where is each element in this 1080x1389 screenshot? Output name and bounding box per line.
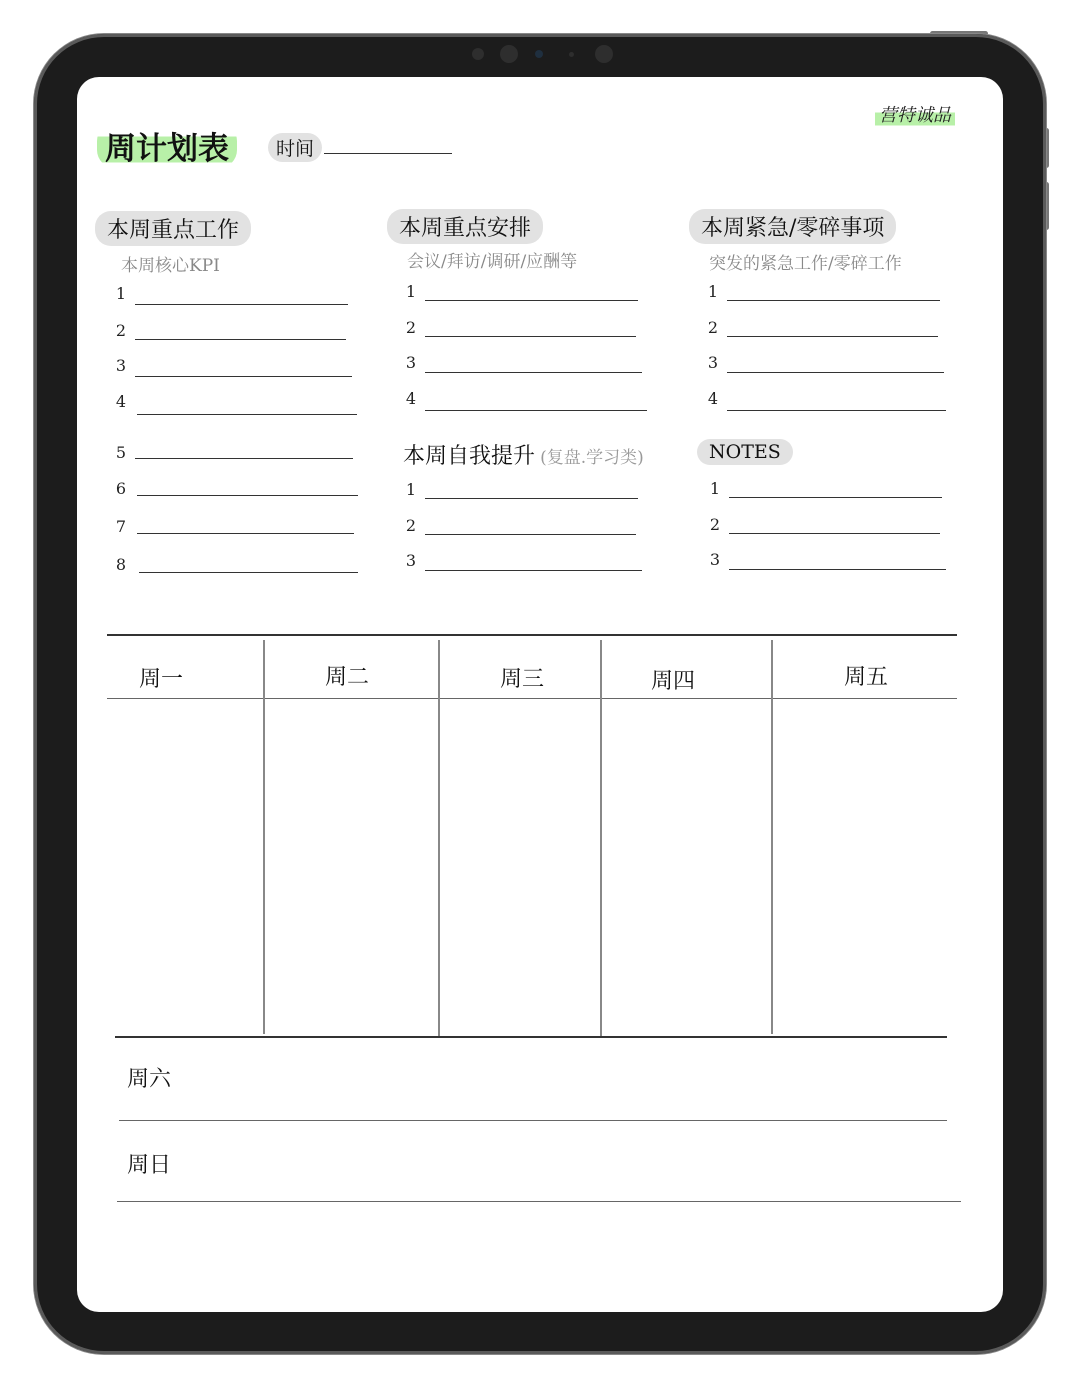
- sensor-icon: [472, 48, 484, 60]
- weekday-cell-fri[interactable]: [773, 700, 957, 1034]
- line-number: 1: [707, 282, 719, 301]
- write-line[interactable]: [425, 300, 638, 301]
- self-improvement-heading: [403, 439, 644, 470]
- line-number: 8: [115, 555, 127, 574]
- line-number: 1: [405, 480, 417, 499]
- write-line[interactable]: [137, 533, 354, 534]
- sensor-icon: [535, 50, 543, 58]
- write-line[interactable]: [425, 570, 642, 571]
- line-number: 5: [115, 443, 127, 462]
- key-arrangement-heading: 本周重点安排: [387, 209, 543, 244]
- line-number: 6: [115, 479, 127, 498]
- weekday-cell-thu[interactable]: [602, 700, 771, 1034]
- urgent-heading: 本周紧急/零碎事项: [689, 209, 896, 244]
- write-line[interactable]: [425, 336, 636, 337]
- write-line[interactable]: [135, 376, 352, 377]
- weekend-top-rule: [115, 1036, 947, 1038]
- write-line[interactable]: [727, 336, 938, 337]
- line-number: 2: [707, 318, 719, 337]
- notes-heading: NOTES: [697, 439, 793, 465]
- line-number: 2: [709, 515, 721, 534]
- weekend-row-sat[interactable]: [117, 1040, 947, 1120]
- write-line[interactable]: [135, 458, 353, 459]
- line-number: 1: [405, 282, 417, 301]
- weekday-cell-tue[interactable]: [265, 700, 438, 1034]
- line-number: 4: [115, 392, 127, 411]
- self-improvement-list: [403, 480, 653, 580]
- table-header-rule: [107, 698, 957, 699]
- weekday-header-tue: 周二: [325, 665, 370, 690]
- tablet-screen: [77, 77, 1003, 1312]
- write-line[interactable]: [139, 572, 358, 573]
- key-work-heading: 本周重点工作: [95, 211, 251, 246]
- write-line[interactable]: [137, 495, 358, 496]
- weekend-bottom-rule: [117, 1201, 961, 1202]
- notes-list: [707, 479, 957, 579]
- line-number: 3: [709, 550, 721, 569]
- write-line[interactable]: [135, 339, 346, 340]
- weekend-row-sun[interactable]: [117, 1123, 957, 1201]
- weekday-header-mon: 周一: [139, 667, 184, 692]
- key-work-list: [113, 284, 363, 584]
- key-work-subtitle: 本周核心KPI: [121, 256, 220, 276]
- line-number: 1: [115, 284, 127, 303]
- weekend-label-sun: 周日: [127, 1153, 172, 1178]
- weekend-divider: [119, 1120, 947, 1121]
- rear-sensor-icon: [595, 45, 613, 63]
- line-number: 3: [115, 356, 127, 375]
- weekend-label-sat: 周六: [127, 1067, 172, 1092]
- weekday-header-wed: 周三: [500, 667, 545, 692]
- front-camera-icon: [500, 45, 518, 63]
- line-number: 3: [405, 353, 417, 372]
- key-arrangement-list: [403, 282, 653, 422]
- write-line[interactable]: [135, 304, 348, 305]
- weekday-header-thu: 周四: [651, 669, 696, 694]
- self-improvement-note: (复盘.学习类): [540, 448, 644, 468]
- line-number: 4: [707, 389, 719, 408]
- time-label: 时间: [268, 133, 322, 162]
- brand-logo: 营特诚品: [875, 101, 955, 127]
- urgent-list: [705, 282, 955, 422]
- line-number: 3: [405, 551, 417, 570]
- line-number: 2: [405, 318, 417, 337]
- line-number: 7: [115, 517, 127, 536]
- write-line[interactable]: [425, 534, 636, 535]
- write-line[interactable]: [727, 410, 946, 411]
- line-number: 2: [405, 516, 417, 535]
- write-line[interactable]: [727, 372, 944, 373]
- write-line[interactable]: [727, 300, 940, 301]
- write-line[interactable]: [729, 569, 946, 570]
- line-number: 1: [709, 479, 721, 498]
- weekday-cell-mon[interactable]: [107, 700, 263, 1034]
- sensor-icon: [569, 52, 574, 57]
- write-line[interactable]: [137, 414, 357, 415]
- write-line[interactable]: [729, 497, 942, 498]
- urgent-subtitle: 突发的紧急工作/零碎工作: [709, 254, 902, 274]
- weekday-header-fri: 周五: [844, 665, 889, 690]
- write-line[interactable]: [425, 410, 647, 411]
- line-number: 2: [115, 321, 127, 340]
- write-line[interactable]: [425, 372, 642, 373]
- line-number: 3: [707, 353, 719, 372]
- page-title: 周计划表: [97, 123, 237, 168]
- write-line[interactable]: [729, 533, 940, 534]
- line-number: 4: [405, 389, 417, 408]
- weekday-cell-wed[interactable]: [440, 700, 600, 1034]
- self-improvement-title: 本周自我提升: [403, 444, 536, 469]
- table-top-rule: [107, 634, 957, 636]
- write-line[interactable]: [425, 498, 638, 499]
- time-field-line[interactable]: [324, 153, 452, 154]
- key-arrangement-subtitle: 会议/拜访/调研/应酬等: [407, 252, 578, 272]
